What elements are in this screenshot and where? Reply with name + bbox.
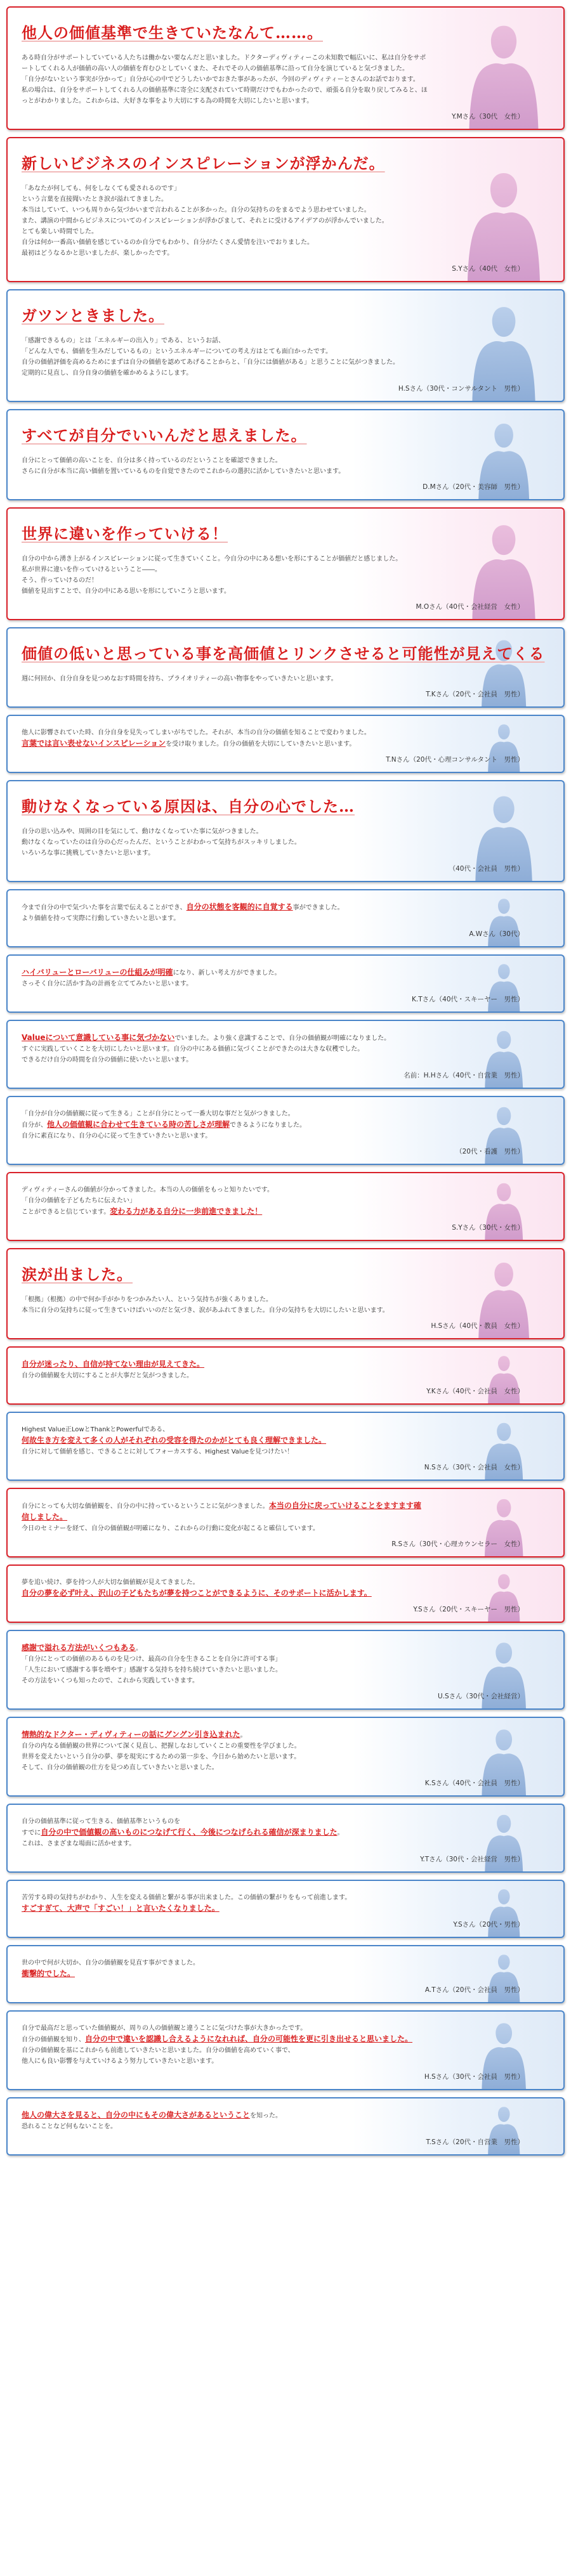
testimonial-body [22, 1500, 428, 1534]
testimonial-title: 動けなくなっている原因は、自分の心でした… [22, 797, 355, 816]
testimonial-paragraph: という言葉を直接聞いたとき涙が溢れてきました。 [22, 196, 167, 203]
testimonial-paragraph: 自分にとって価値の高いことを、自分は多く持っているのだということを確認できました。 [22, 457, 282, 464]
testimonial-paragraph: Highest Value正LowとThankとPowerfulである、 [22, 1426, 169, 1433]
testimonial-paragraph: 自分が迷ったり、自信が持てない理由が見えてきた。 [22, 1360, 205, 1369]
testimonial-body [22, 902, 428, 924]
testimonial-card [6, 1488, 565, 1558]
testimonial-paragraph: 「人生において感謝する事を増やす」感謝する気持ちを持ち続けていきたいと思いました。 [22, 1667, 282, 1674]
testimonial-body [22, 826, 428, 859]
testimonial-card [6, 137, 565, 282]
testimonial-signature: K.Sさん（40代・会社員 男性） [424, 1779, 524, 1787]
testimonial-card [6, 1346, 565, 1405]
testimonial-paragraph: とても楽しい時間でした。 [22, 228, 98, 235]
testimonial-paragraph: また、講演の中間からビジネスについてのインスピレーションが浮かびまして、それとに受けるアイデアのが浮かんでいました。 [22, 218, 388, 224]
testimonial-signature: D.Mさん（20代・美容師 男性） [423, 483, 524, 491]
testimonial-body [22, 554, 428, 597]
testimonial-signature: H.Sさん（30代・コンサルタント 男性） [398, 385, 524, 393]
testimonial-card [6, 507, 565, 620]
testimonial-paragraph: 私の場合は、自分をサポートしてくれる人の価値基準に寄全に支配されていて時期だけでもわかったので、頑張る自分を取り戻してみると、ほっとがわかりました。これからは、大好きな事をより大切にする為の時間を大切にしたいと思います。 [22, 87, 428, 105]
testimonial-title: 他人の価値基準で生きていたなんて……。 [22, 23, 323, 42]
testimonial-body [22, 2023, 428, 2067]
testimonial-paragraph: すでに自分の中で価値観の高いものにつなげて行く、今後につなげられる確信が深まりました。 [22, 1828, 344, 1837]
testimonial-paragraph: 自分の価値観を基にこれからも前進していきたいと思いました。自分の価値を高めていく事で、 [22, 2047, 294, 2054]
testimonial-paragraph: さっそく自分に活かす為の計画を立ててみたいと思います。 [22, 980, 193, 987]
testimonial-body [22, 1294, 428, 1316]
testimonial-list [6, 0, 565, 2169]
testimonial-paragraph: 他人にも良い影響を与えていけるよう努力していきたいと思います。 [22, 2058, 218, 2065]
testimonial-body [22, 1185, 428, 1218]
testimonial-card [6, 780, 565, 882]
testimonial-paragraph: その方法をいくつも知ったので、これから実践していきます。 [22, 1677, 199, 1684]
testimonial-paragraph: 「自分の価値を子どもたちに伝えたい」 [22, 1197, 136, 1204]
testimonial-signature: （40代・会社員 男性） [449, 865, 524, 873]
testimonial-body [22, 1958, 428, 1980]
testimonial-signature: Y.Sさん（20代・スキーヤー 男性） [413, 1606, 524, 1613]
testimonial-title: ガツンときました。 [22, 306, 164, 325]
testimonial-body [22, 1109, 428, 1142]
testimonial-signature: T.Sさん（20代・自営業 男性） [426, 2138, 524, 2146]
testimonial-paragraph: すごすぎて、大声で「すごい！」と言いたくなりました。 [22, 1904, 220, 1913]
testimonial-paragraph: 「あなたが何しても、何をしなくても愛されるのです」 [22, 185, 180, 192]
testimonial-paragraph: より価値を持って実際に行動していきたいと思います。 [22, 915, 180, 922]
testimonial-paragraph: そして、自分の価値観の仕方を見つめ直していきたいと思いました。 [22, 1764, 218, 1771]
testimonial-paragraph: ある時自分がサポートしていている人たちは働かない要なんだと思いました。ドクターディヴィティーこの未知数で幅広いに、私は自分をサポートしてくれる人が価値の高い人の価値を育むひとしていくまた、それでその人の価値基準に沿って自分を演じていると気づきました。 [22, 55, 426, 72]
testimonial-paragraph: 情熱的なドクター・ディヴィティーの話にグングン引き込まれた。 [22, 1730, 247, 1739]
testimonial-card [6, 1804, 565, 1873]
testimonial-paragraph: 苦労する時の気持ちがわかり、人生を変える価値と繋がる事が出来ました。この価値の繋がりをもって前進します。 [22, 1894, 351, 1901]
testimonial-body [22, 183, 428, 259]
testimonial-paragraph: 週に何回か、自分自身を見つめなおす時間を持ち、プライオリティーの高い物事をやっていきたいと思います。 [22, 675, 338, 682]
testimonial-signature: Y.Tさん（30代・会社経営 男性） [420, 1856, 524, 1863]
testimonial-body [22, 967, 428, 989]
testimonial-card [6, 1248, 565, 1339]
testimonial-signature: Y.Mさん（30代 女性） [451, 113, 524, 120]
testimonial-paragraph: 自分の価値観を大切にすることが大事だと気がつきました。 [22, 1372, 193, 1379]
testimonial-paragraph: 夢を追い続け、夢を持つ人が大切な価値観が見えてきました。 [22, 1579, 199, 1586]
testimonial-paragraph: 「感謝できるもの」とは「エネルギーの出入り」である、というお話、 [22, 337, 225, 344]
testimonial-paragraph: ディヴィティーさんの価値が分かってきました。本当の人の価値をもっと知りたいです。 [22, 1187, 273, 1194]
testimonial-paragraph: 自分の夢を必ず叶え、沢山の子どもたちが夢を持つことができるように、そのサポートに活かします。 [22, 1589, 372, 1597]
testimonial-card [6, 409, 565, 500]
testimonial-card [6, 889, 565, 947]
testimonial-title: 新しいビジネスのインスピレーションが浮かんだ。 [22, 154, 385, 172]
testimonial-paragraph: 「自分にとっての価値のあるものを見つけ、最高の自分を生きることを自分に許可する事」 [22, 1656, 282, 1663]
testimonial-paragraph: 私が世界に違いを作っていけるということ――。 [22, 566, 161, 573]
testimonial-signature: K.Tさん（40代・スキーヤー 男性） [412, 996, 524, 1003]
testimonial-signature: U.Sさん（30代・会社経営） [437, 1693, 524, 1700]
testimonial-card [6, 1096, 565, 1165]
testimonial-card [6, 1945, 565, 2003]
testimonial-paragraph: 自分に対して価値を感じ、できることに対してフォーカスする、Highest Valueを見つけたい！ [22, 1448, 294, 1455]
testimonial-card [6, 2097, 565, 2156]
testimonial-signature: H.Sさん（40代・教員 女性） [431, 1322, 524, 1330]
testimonial-paragraph: 世の中で何が大切か、自分の価値観を見直す事ができました。 [22, 1960, 199, 1967]
testimonial-body [22, 1643, 428, 1686]
testimonial-paragraph: できるだけ自分の時間を自分の価値に使いたいと思います。 [22, 1057, 193, 1064]
testimonial-card [6, 1172, 565, 1241]
testimonial-paragraph: 自分の中から湧き上がるインスピレーションに従って生きていくこと。今自分の中にある想いを形にすることが価値だと感じました。 [22, 556, 402, 563]
testimonial-paragraph: 動けなくなっていたのは自分の心だったんだ、ということがわかって気持ちがスッキリしました。 [22, 839, 301, 846]
testimonial-title: 価値の低いと思っている事を高価値とリンクさせると可能性が見えてくる [22, 644, 545, 663]
testimonial-paragraph: 今日のセミナーを経て、自分の価値観が明確になり、これからの行動に変化が起こると確信しています。 [22, 1525, 319, 1532]
testimonial-card [6, 1880, 565, 1938]
testimonial-paragraph: 自分は何か一番高い価値を感じているのか自分でもわかり、自分がたくさん愛情を注いでおりました。 [22, 239, 313, 246]
testimonial-signature: S.Yさん（30代・女性） [452, 1224, 524, 1232]
testimonial-card [6, 1717, 565, 1797]
testimonial-card [6, 1020, 565, 1089]
testimonial-paragraph: 自分の内なる価値観の世界について深く見直し、把握しなおしていくことの重要性を学びました。 [22, 1743, 301, 1750]
testimonial-signature: T.Kさん（20代・会社員 男性） [426, 691, 524, 698]
testimonial-body [22, 1424, 428, 1457]
testimonial-paragraph: 他人の偉大さを見ると、自分の中にもその偉大さがあるということを知った。 [22, 2111, 282, 2119]
testimonial-signature: M.Oさん（40代・会社経営 女性） [416, 603, 524, 611]
testimonial-body [22, 1577, 428, 1599]
testimonial-body [22, 1032, 428, 1065]
testimonial-card [6, 1630, 565, 1710]
testimonial-signature: A.Wさん（30代） [469, 930, 524, 938]
testimonial-body [22, 1359, 428, 1381]
testimonial-signature: S.Yさん（40代 女性） [452, 265, 524, 273]
testimonial-card [6, 6, 565, 130]
testimonial-card [6, 2010, 565, 2090]
testimonial-paragraph: 他人に影響されていた時、自分自身を見失ってしまいがちでした。それが、本当の自分の価値を知ることで変わりました。 [22, 729, 371, 736]
testimonial-paragraph: 自分にとっても大切な価値観を、自分の中に持っているということに気がつきました。本当の自分に戻っていけることをますます確信しました。 [22, 1501, 421, 1521]
testimonial-paragraph: 「どんな人でも、価値を生みだしているもの」というエネルギーについての考え方はとても面白かったです。 [22, 348, 332, 355]
testimonial-paragraph: 価値を見出すことで、自分の中にある思いを形にしていこうと思います。 [22, 588, 230, 595]
testimonial-paragraph: 自分に素直になり、自分の心に従って生きていきたいと思います。 [22, 1133, 212, 1140]
testimonial-card [6, 1412, 565, 1481]
testimonial-paragraph: 恐れることなど何もないことを。 [22, 2123, 117, 2130]
testimonial-paragraph: 「根拠」（根拠）の中で何か手がかりをつかみたい人、という気持ちが強くありました。 [22, 1296, 272, 1303]
testimonial-body [22, 1892, 428, 1915]
testimonial-paragraph: ハイバリューとローバリューの仕組みが明確になり、新しい考え方ができました。 [22, 968, 281, 977]
testimonial-paragraph: 言葉では言い表せないインスピレーションを受け取りました。自分の価値を大切にしていきたいと思います。 [22, 739, 356, 748]
testimonial-signature: T.Nさん（20代・心理コンサルタント 男性） [386, 756, 524, 764]
testimonial-signature: A.Tさん（20代・会社員 男性） [424, 1986, 524, 1994]
testimonial-title: すべてが自分でいいんだと思えました。 [22, 426, 307, 445]
testimonial-paragraph: いろいろな事に挑戦していきたいと思います。 [22, 850, 155, 857]
testimonial-body [22, 1729, 428, 1773]
testimonial-paragraph: 自分の思い込みや、周囲の目を気にして、動けなくなっていた事に気がつきました。 [22, 828, 263, 835]
testimonial-paragraph: 何故生き方を変えて多くの人がそれぞれの受容を得たのかがとても良く理解できました。 [22, 1436, 327, 1445]
testimonial-paragraph: すぐに実践していくことを大切にしたいと思います。自分の中にある価値に気づくことができたのは大きな収穫でした。 [22, 1046, 364, 1053]
testimonial-title: 涙が出ました。 [22, 1265, 133, 1284]
testimonial-body [22, 53, 428, 107]
testimonial-paragraph: 自分で最高だと思っていた価値観が、周りの人の価値観と違うことに気づけた事が大きかったです。 [22, 2025, 307, 2032]
testimonial-paragraph: 衝撃的でした。 [22, 1969, 75, 1978]
testimonial-body [22, 455, 428, 477]
testimonial-paragraph: これは、さまざまな場面に活かせます。 [22, 1840, 136, 1847]
testimonial-paragraph: ことができると信じています。変わる力がある自分に一歩前進できました！ [22, 1207, 263, 1216]
testimonial-card [6, 289, 565, 402]
testimonial-signature: R.Sさん（30代・心理カウンセラー 女性） [391, 1540, 524, 1548]
testimonial-paragraph: 自分が、他人の価値観に合わせて生きている時の苦しさが理解できるようになりました。 [22, 1120, 306, 1129]
testimonial-body [22, 335, 428, 379]
testimonial-signature: N.Sさん（30代・会社員 女性） [424, 1464, 524, 1471]
testimonial-signature: （20代・看護 男性） [456, 1148, 524, 1155]
testimonial-paragraph: 最初はどうなるかと思いましたが、楽しかったです。 [22, 250, 174, 257]
testimonial-paragraph: さらに自分が本当に高い価値を置いているものを自覚できたのでこれからの選択に活かしていきたいと思います。 [22, 468, 345, 475]
testimonial-signature: Y.Kさん（40代・会社員 女性） [426, 1388, 524, 1395]
testimonial-signature: Y.Sさん（20代・男性） [453, 1921, 524, 1929]
testimonial-body [22, 2110, 428, 2132]
testimonial-signature: 名前：H.Hさん（40代・自営業 男性） [404, 1072, 524, 1079]
testimonial-card [6, 1564, 565, 1623]
testimonial-body [22, 1816, 428, 1849]
testimonial-paragraph: 自分の価値基準に従って生きる、価値基準というものを [22, 1818, 180, 1825]
testimonial-body [22, 673, 428, 684]
testimonial-paragraph: 今まで自分の中で気づいた事を言葉で伝えることができ、自分の状態を客観的に自覚する事ができました。 [22, 902, 344, 911]
testimonial-paragraph: 自分の価値観を知り、自分の中で違いを認識し合えるようになれれば、自分の可能性を更に引き出せると思いました。 [22, 2034, 413, 2043]
testimonial-card [6, 627, 565, 708]
testimonial-paragraph: 「自分がないという事実が分かって」自分が心の中でどうしたいかでおきた事があったが、今回のディヴィティーとさんのお話でおります。 [22, 76, 419, 83]
testimonial-paragraph: 感謝で溢れる方法がいくつもある。 [22, 1643, 143, 1652]
testimonial-paragraph: 世界を変えたいという自分の夢、夢を現実にするための第一歩を、今日から始めたいと思います。 [22, 1753, 301, 1760]
testimonial-title: 世界に違いを作っていける！ [22, 524, 228, 543]
testimonial-paragraph: 本当はしていて、いつも周りから気づかいまで言われることが多かった。自分の気持ちのをまるでよう思わせていました。 [22, 207, 371, 214]
testimonial-paragraph: そう、作っていけるのだ！ [22, 577, 98, 584]
testimonial-paragraph: 定期的に見直し、自分自身の価値を確かめるようにします。 [22, 370, 193, 377]
testimonial-paragraph: 自分の価値評価を高めるためにまずは自分の価値を認めてあげることからと、「自分には価値がある」と思うことに気がつきました。 [22, 359, 399, 366]
testimonial-paragraph: 「自分が自分の価値観に従って生きる」ことが自分にとって一番大切な事だと気がつきました。 [22, 1110, 294, 1117]
testimonial-paragraph: Valueについて意識している事に気づかないでいました。より強く意識することで、自分の価値観が明確になりました。 [22, 1033, 391, 1042]
testimonial-paragraph: 本当に自分の気持ちに従って生きていけばいいのだと気づき、涙があふれてきました。自分の気持ちを大切にしたいと思います。 [22, 1307, 389, 1314]
testimonial-signature: H.Sさん（30代・会社員 男性） [424, 2073, 524, 2081]
testimonial-body [22, 727, 428, 750]
testimonial-card [6, 954, 565, 1013]
testimonial-card [6, 715, 565, 773]
